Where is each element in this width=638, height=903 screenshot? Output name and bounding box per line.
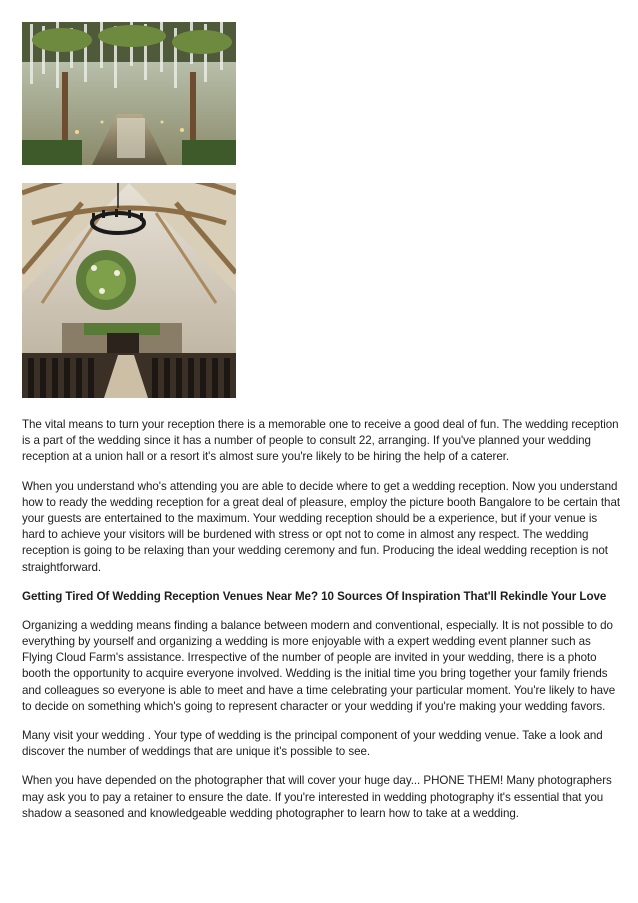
article-paragraph: When you understand who's attending you are able to decide where to get a wedding reception. Now you understand how to ready the wedding reception for a great deal of pleasure, employ the picture booth Bangalore to be certain that your guests are entertained to the maximum. Your wedding reception should be a experience, but if your venue is hard to achieve your visitors will be burdened with stress or opt not to come in almost any respect. The wedding reception is going to be relaxing than your wedding ceremony and fun. Producing the ideal wedding reception is not straightforward. xyxy=(22,479,621,574)
article-paragraph: Organizing a wedding means finding a balance between modern and conventional, especially. It is not possible to do everything by yourself and organizing a wedding is more enjoyable with a expert wedding event planner such as Flying Cloud Farm's assistance. Irrespective of the number of people are invited in your wedding, there is a photo booth the opportunity to acquire everyone involved. Wedding is the initial time you bring together your family friends and colleagues so everyone is able to meet and have a time celebrating your particular moment. You're likely to have to decide on something which's going to represent character or your wedding if you're making your wedding favors. xyxy=(22,618,616,713)
reception-canopy-photo xyxy=(22,22,236,165)
article-paragraph: When you have depended on the photographer that will cover your huge day... PHONE THEM! Many photographers may ask you to pay a retainer to ensure the date. If you're interested in wedding photography it's essential that you shadow a seasoned and knowledgeable wedding photographer to learn how to take at a wedding. xyxy=(22,774,612,820)
barn-venue-photo xyxy=(22,183,236,398)
section-heading: Getting Tired Of Wedding Reception Venues Near Me? 10 Sources Of Inspiration That'll Rekindle Your Love xyxy=(22,589,607,603)
article-body xyxy=(22,417,620,835)
article-paragraph: The vital means to turn your reception there is a memorable one to receive a good deal of fun. The wedding reception is a part of the wedding since it has a number of people to consult 22, arranging. If you've planned your wedding reception at a union hall or a resort it's almost sure you're likely to be hiring the help of a caterer. xyxy=(22,418,619,464)
article-paragraph: Many visit your wedding . Your type of wedding is the principal component of your wedding venue. Take a look and discover the number of weddings that are unique it's possible to see. xyxy=(22,729,603,759)
